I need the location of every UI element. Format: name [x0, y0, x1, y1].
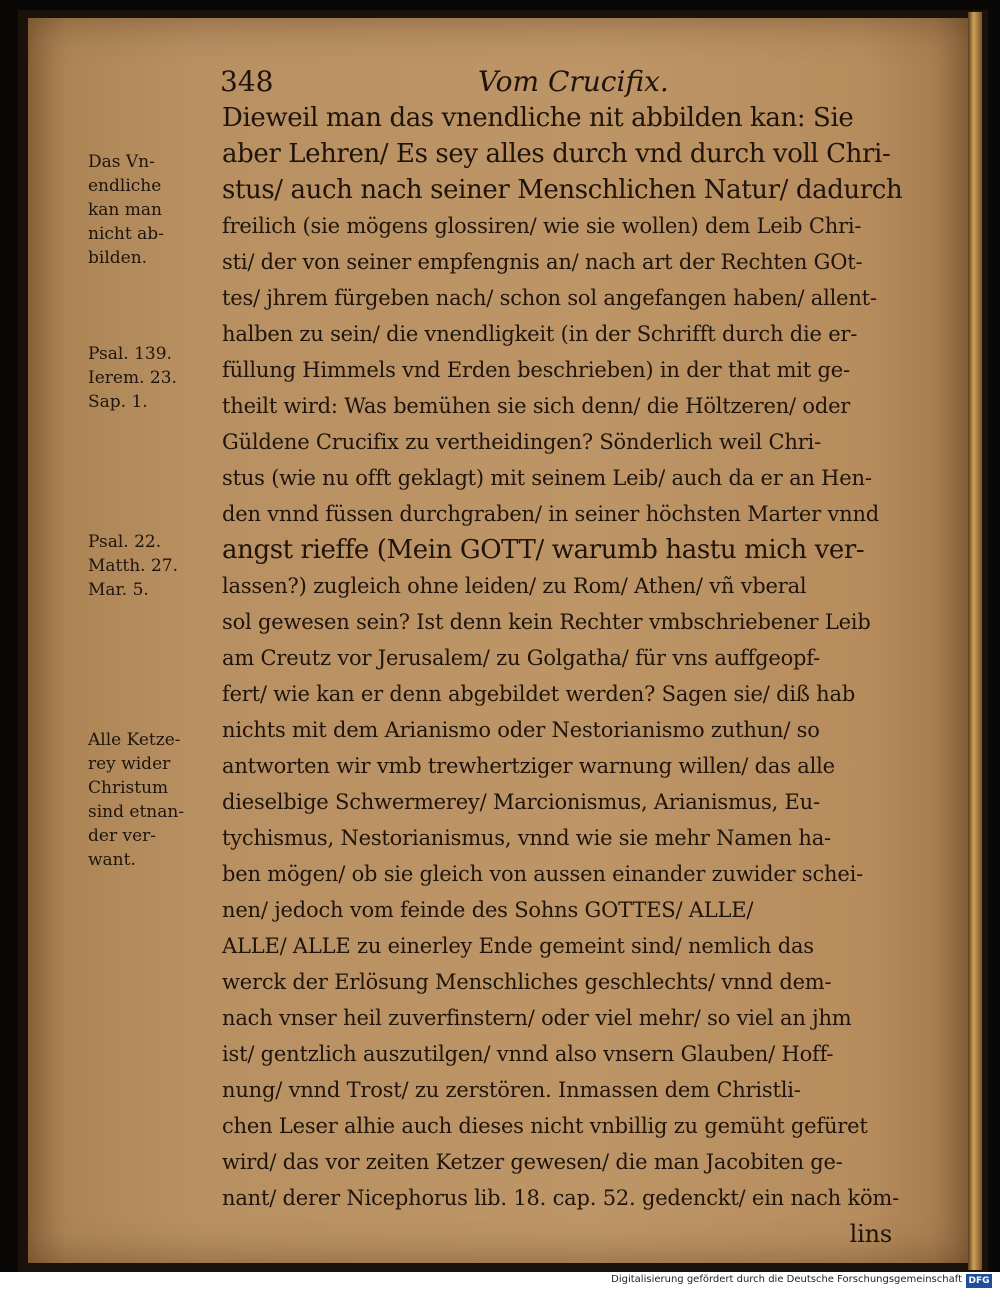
text-line: chen Leser alhie auch dieses nicht vnbillig zu gemüht gefüret — [222, 1114, 868, 1138]
text-line: sol gewesen sein? Ist denn kein Rechter vmbschriebener Leib — [222, 610, 871, 634]
running-title: Vom Crucifix. — [478, 65, 669, 98]
page-header — [220, 62, 690, 102]
page-number: 348 — [220, 65, 274, 98]
text-line: nant/ derer Nicephorus lib. 18. cap. 52. gedenckt/ ein nach köm- — [222, 1186, 900, 1210]
margin-note-line: Psal. 139. — [88, 344, 172, 364]
text-line: Dieweil man das vnendliche nit abbilden kan: Sie — [222, 103, 854, 133]
footer-bar — [0, 1272, 1000, 1291]
text-line: Güldene Crucifix zu vertheidingen? Sönderlich weil Chri- — [222, 430, 821, 454]
margin-note — [88, 342, 213, 414]
text-line: freilich (sie mögens glossiren/ wie sie wollen) dem Leib Chri- — [222, 214, 862, 238]
text-line: theilt wird: Was bemühen sie sich denn/ die Höltzeren/ oder — [222, 394, 851, 418]
text-line: nichts mit dem Arianismo oder Nestorianismo zuthun/ so — [222, 718, 820, 742]
text-line: nach vnser heil zuverfinstern/ oder viel mehr/ so viel an jhm — [222, 1006, 852, 1030]
margin-note — [88, 728, 213, 872]
text-line: tes/ jhrem fürgeben nach/ schon sol angefangen haben/ allent- — [222, 286, 877, 310]
margin-note-line: endliche — [88, 176, 162, 196]
margin-note-line: want. — [88, 850, 136, 870]
text-line: antworten wir vmb trewhertziger warnung willen/ das alle — [222, 754, 835, 778]
text-line: tychismus, Nestorianismus, vnnd wie sie mehr Namen ha- — [222, 826, 831, 850]
text-line: nung/ vnnd Trost/ zu zerstören. Inmassen dem Christli- — [222, 1078, 801, 1102]
text-line: ben mögen/ ob sie gleich von aussen einander zuwider schei- — [222, 862, 863, 886]
text-line: den vnnd füssen durchgraben/ in seiner höchsten Marter vnnd — [222, 502, 880, 526]
text-line: nen/ jedoch vom feinde des Sohns GOTTES/ ALLE/ — [222, 898, 754, 922]
text-line: ALLE/ ALLE zu einerley Ende gemeint sind/ nemlich das — [222, 934, 814, 958]
margin-note-line: Psal. 22. — [88, 532, 162, 552]
text-line: stus (wie nu offt geklagt) mit seinem Leib/ auch da er an Hen- — [222, 466, 872, 490]
margin-note — [88, 530, 213, 602]
text-line: lassen?) zugleich ohne leiden/ zu Rom/ Athen/ vñ vberal — [222, 574, 807, 598]
text-line: sti/ der von seiner empfengnis an/ nach art der Rechten GOt- — [222, 250, 863, 274]
text-line: dieselbige Schwermerey/ Marcionismus, Arianismus, Eu- — [222, 790, 820, 814]
margin-note-line: Ierem. 23. — [88, 368, 177, 388]
page-fore-edge — [968, 12, 982, 1270]
catchword: lins — [849, 1220, 892, 1248]
text-line: wird/ das vor zeiten Ketzer gewesen/ die man Jacobiten ge- — [222, 1150, 843, 1174]
funding-notice: Digitalisierung gefördert durch die Deutsche Forschungsgemeinschaft — [611, 1274, 962, 1285]
text-line: stus/ auch nach seiner Menschlichen Natur/ dadurch — [222, 175, 903, 205]
margin-note-line: rey wider — [88, 754, 171, 774]
margin-note-line: Christum — [88, 778, 169, 798]
margin-note-line: sind etnan- — [88, 802, 185, 822]
dfg-logo-icon: DFG — [966, 1274, 992, 1288]
margin-note-line: bilden. — [88, 248, 148, 268]
body-text — [222, 100, 922, 1252]
margin-note-line: kan man — [88, 200, 162, 220]
text-line: ist/ gentzlich auszutilgen/ vnnd also vnsern Glauben/ Hoff- — [222, 1042, 834, 1066]
text-line: fert/ wie kan er denn abgebildet werden? Sagen sie/ diß hab — [222, 682, 856, 706]
text-line: am Creutz vor Jerusalem/ zu Golgatha/ für vns auffgeopf- — [222, 646, 820, 670]
text-line: halben zu sein/ die vnendligkeit (in der Schrifft durch die er- — [222, 322, 858, 346]
margin-note-line: Mar. 5. — [88, 580, 149, 600]
margin-note-line: der ver- — [88, 826, 157, 846]
margin-note-line: Matth. 27. — [88, 556, 178, 576]
margin-note — [88, 150, 213, 270]
text-line: angst rieffe (Mein GOTT/ warumb hastu mich ver- — [222, 535, 865, 565]
margin-note-line: nicht ab- — [88, 224, 164, 244]
margin-note-line: Sap. 1. — [88, 392, 148, 412]
text-line: werck der Erlösung Menschliches geschlechts/ vnnd dem- — [222, 970, 832, 994]
text-line: aber Lehren/ Es sey alles durch vnd durch voll Chri- — [222, 139, 891, 169]
text-line: füllung Himmels vnd Erden beschrieben) in der that mit ge- — [222, 358, 850, 382]
margin-note-line: Das Vn- — [88, 152, 155, 172]
margin-note-line: Alle Ketze- — [88, 730, 181, 750]
